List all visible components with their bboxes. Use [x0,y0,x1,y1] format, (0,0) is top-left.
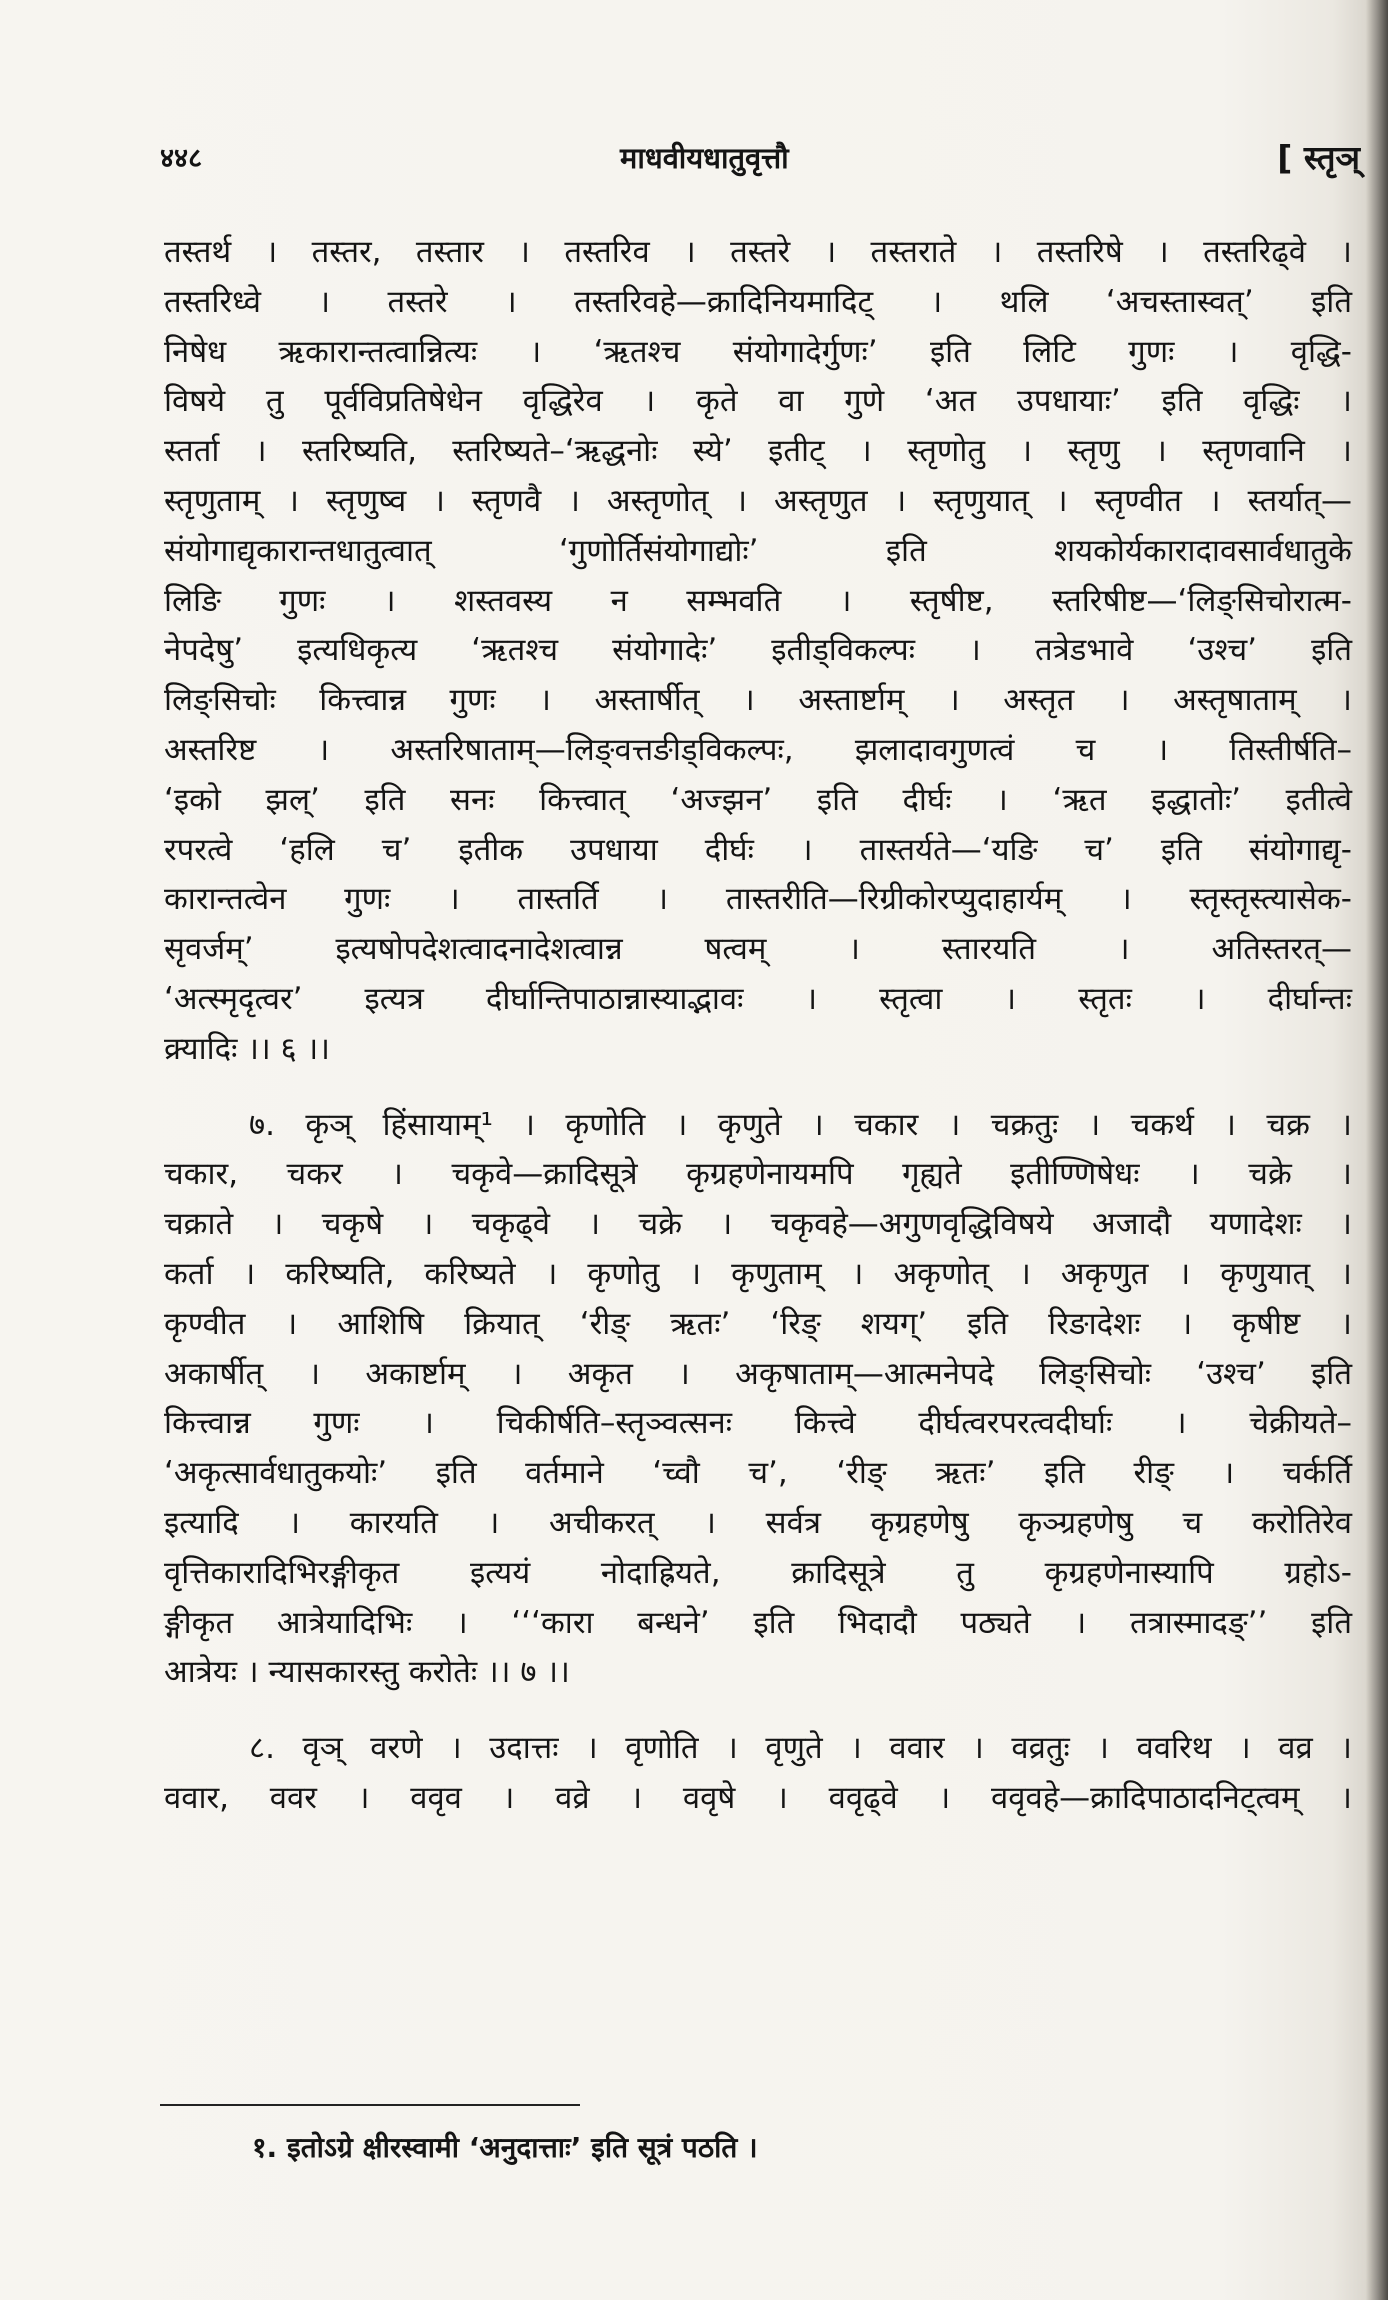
text-line: विषये तु पूर्वविप्रतिषेधेन वृद्धिरेव । कृते वा गुणे ‘अत उपधायाः’ इति वृद्धिः । [164,383,1352,420]
text-line: चक्राते । चकृषे । चकृढ्वे । चक्रे । चकृवहे—अगुणवृद्धिविषये अजादौ यणादेशः । [164,1206,1352,1243]
text-line: रपरत्वे ‘हलि च’ इतीक उपधाया दीर्घः । तास्तर्यते—‘यङि च’ इति संयोगाद्यृ- [164,831,1352,868]
text-line: ७. कृञ् हिंसायाम्¹ । कृणोति । कृणुते । चकार । चक्रतुः । चकर्थ । चक्र । [249,1106,1352,1143]
text-line: क्र्यादिः ।। ६ ।। [164,1030,331,1067]
text-line: स्तृणुताम् । स्तृणुष्व । स्तृणवै । अस्तृणोत् । अस्तृणुत । स्तृणुयात् । स्तृण्वीत । स्तर्यात्— [164,482,1352,519]
text-line: लिङ्सिचोः कित्त्वान्न गुणः । अस्तार्षीत् । अस्तार्ष्टाम् । अस्तृत । अस्तृषाताम् । [164,682,1352,719]
text-line: सृवर्जम्’ इत्यषोपदेशत्वादनादेशत्वान्न षत्वम् । स्तारयति । अतिस्तरत्— [164,931,1352,968]
text-line: ‘अत्स्मृदृत्वर’ इत्यत्र दीर्घान्तिपाठान्नास्याद्भावः । स्तृत्वा । स्तृतः । दीर्घान्तः [164,980,1352,1017]
text-line: अस्तरिष्ट । अस्तरिषाताम्—लिङ्वत्तङीड्विकल्पः, झलादावगुणत्वं च । तिस्तीर्षति– [164,731,1352,768]
paragraph-8 [164,1724,1352,1824]
book-binding-shadow [1366,0,1388,2300]
text-line: निषेध ऋकारान्तत्वान्नित्यः । ‘ऋतश्च संयोगादेर्गुणः’ इति लिटि गुणः । वृद्धि- [164,333,1352,370]
text-line: कित्त्वान्न गुणः । चिकीर्षति–स्तृञ्वत्सनः कित्त्वे दीर्घत्वरपरत्वदीर्घाः । चेक्रीयते– [164,1405,1352,1442]
text-line: कारान्तत्वेन गुणः । तास्तर्ति । तास्तरीति—रिग्रीकोरप्युदाहार्यम् । स्तृस्तृस्त्यासेक- [164,881,1352,918]
text-line: चकार, चकर । चकृवे—क्रादिसूत्रे कृग्रहणेनायमपि गृह्यते इतीण्णिषेधः । चक्रे । [164,1156,1352,1193]
section-marker: [ स्तृञ् [1277,138,1360,177]
page-number: ४४८ [160,143,203,174]
running-title: माधवीयधातुवृत्तौ [620,141,789,175]
text-line: ८. वृञ् वरणे । उदात्तः । वृणोति । वृणुते । ववार । वव्रतुः । ववरिथ । वव्र । [249,1730,1352,1767]
text-line: तस्तरिध्वे । तस्तरे । तस्तरिवहे—क्रादिनियमादिट् । थलि ‘अचस्तास्वत्’ इति [164,283,1352,320]
text-line: संयोगाद्यृकारान्तधातुत्वात् ‘गुणोर्तिसंयोगाद्योः’ इति शयकोर्यकारादावसार्वधातुके [164,532,1352,569]
text-line: लिङि गुणः । शस्तवस्य न सम्भवति । स्तृषीष्ट, स्तरिषीष्ट—‘लिङ्सिचोरात्म- [164,582,1352,619]
main-text [164,228,1352,1824]
text-line: नेपदेषु’ इत्यधिकृत्य ‘ऋतश्च संयोगादेः’ इतीड्विकल्पः । तत्रेडभावे ‘उश्च’ इति [164,632,1352,669]
footnote-divider [160,2104,580,2106]
footnote: १. इतोऽग्रे क्षीरस्वामी ‘अनुदात्ताः’ इति सूत्रं पठति । [252,2131,758,2164]
text-line: ववार, ववर । ववृव । वव्रे । ववृषे । ववृढ्वे । ववृवहे—क्रादिपाठादनिट्त्वम् । [164,1779,1352,1816]
text-line: कृण्वीत । आशिषि क्रियात् ‘रीङ् ऋतः’ ‘रिङ् शयग्’ इति रिङादेशः । कृषीष्ट । [164,1305,1352,1342]
text-line: आत्रेयः । न्यासकारस्तु करोतेः ।। ७ ।। [164,1654,570,1691]
text-line: अकार्षीत् । अकार्ष्टाम् । अकृत । अकृषाताम्—आत्मनेपदे लिङ्सिचोः ‘उश्च’ इति [164,1355,1352,1392]
text-line: तस्तर्थ । तस्तर, तस्तार । तस्तरिव । तस्तरे । तस्तराते । तस्तरिषे । तस्तरिढ्वे । [164,234,1352,270]
text-line: ‘इको झल्’ इति सनः कित्त्वात् ‘अज्झन’ इति दीर्घः । ‘ऋत इद्धातोः’ इतीत्वे [164,781,1352,818]
text-line: इत्यादि । कारयति । अचीकरत् । सर्वत्र कृग्रहणेषु कृञ्ग्रहणेषु च करोतिरेव [164,1504,1352,1541]
text-line: स्तर्ता । स्तरिष्यति, स्तरिष्यते–‘ऋद्धनोः स्ये’ इतीट् । स्तृणोतु । स्तृणु । स्तृणवानि । [164,433,1352,470]
text-line: वृत्तिकारादिभिरङ्गीकृत इत्ययं नोदाह्रियते, क्रादिसूत्रे तु कृग्रहणेनास्यापि ग्रहोऽ- [164,1554,1352,1591]
paragraph-6 [164,228,1352,1075]
text-line: कर्ता । करिष्यति, करिष्यते । कृणोतु । कृणुताम् । अकृणोत् । अकृणुत । कृणुयात् । [164,1255,1352,1292]
text-line: ‘अकृत्सार्वधातुकयोः’ इति वर्तमाने ‘च्वौ च’, ‘रीङ् ऋतः’ इति रीङ् । चर्कर्ति [164,1455,1352,1492]
text-line: ङ्गीकृत आत्रेयादिभिः । ‘‘‘कारा बन्धने’ इति भिदादौ पठ्यते । तत्रास्मादङ्’’ इति [164,1604,1352,1641]
paragraph-7 [164,1101,1352,1699]
running-header [160,138,1360,188]
